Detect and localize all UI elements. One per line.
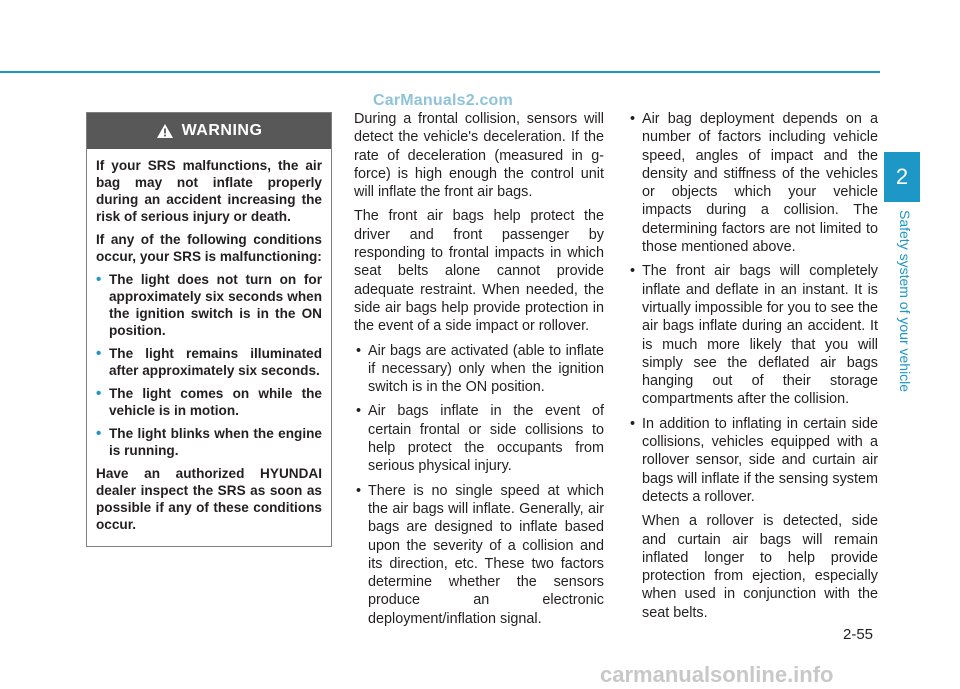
body-list [354,342,604,628]
chapter-number: 2 [895,164,909,189]
list-item: • Air bags inflate in the event of certain frontal or side collisions to help protect the occupants from serious physical injury. [356,403,604,475]
chapter-label: Safety system of your vehicle [897,210,913,393]
bullet-icon: • [96,345,102,362]
bullet-icon: • [96,425,102,442]
bullet-icon: • [96,385,102,402]
list-item: • Air bag deployment depends on a number of factors including vehicle speed, angles of impact and the density and stiffness of the vehicles or objects which your vehicle impacts during a collision. The determining factors are not limited to those mentioned above. [630,111,878,256]
watermark-bottom: carmanualsonline.info [600,662,834,687]
list-item: • In addition to inflating in certain side collisions, vehicles equipped with a rollover sensor, side and curtain air bags will inflate if the sensing system detects a rollover. [630,415,878,505]
bullet-icon: • [630,111,636,127]
warning-body [87,149,331,533]
warning-triangle-icon [156,123,174,139]
list-item: • There is no single speed at which the air bags will inflate. Generally, air bags are designed to inflate based upon the severity of a collision and its direction, etc. These two factors determine whether the sensors produce an electronic deployment/inflation signal. [356,482,604,627]
list-item: • The light does not turn on for approximately six seconds when the ignition switch is in the ON position. [96,271,322,338]
list-item: • Air bags are activated (able to inflate if necessary) only when the ignition switch is in the ON position. [356,342,604,396]
watermark-top: CarManuals2.com [373,92,513,109]
warning-box [86,112,332,547]
warning-paragraph: If any of the following conditions occur, your SRS is malfunctioning: [96,232,322,264]
bullet-icon: • [356,342,362,359]
warning-title: WARNING [181,122,263,139]
chapter-tab [884,152,920,202]
bullet-icon: • [630,263,636,280]
body-paragraph: During a frontal collision, sensors will detect the vehicle's deceleration. If the rate of deceleration (measured in g-force) is high enough the control unit will inflate the front air bags. [354,111,604,201]
warning-paragraph: Have an authorized HYUNDAI dealer inspect the SRS as soon as possible if any of these conditions occur. [96,466,322,532]
warning-list [96,271,322,459]
header-rule [0,71,880,73]
page-number: 2-55 [843,626,874,643]
right-column [628,110,878,628]
bullet-icon: • [630,415,636,432]
body-list [628,110,878,506]
bullet-icon: • [96,271,102,288]
warning-header [87,113,331,149]
warning-paragraph: If your SRS malfunctions, the air bag may not inflate properly during an accident increasing the risk of serious injury or death. [96,158,322,224]
body-paragraph: The front air bags help protect the driver and front passenger by responding to frontal impacts in which seat belts alone cannot provide adequate restraint. When needed, the side air bags help provide protection in the event of a side impact or rollover. [354,208,604,335]
bullet-icon: • [356,482,362,499]
continuation-paragraph: When a rollover is detected, side and curtain air bags will remain inflated longer to help provide protection from ejection, especially when used in conjunction with the seat belts. [642,513,878,621]
middle-column [354,110,604,634]
list-item: • The front air bags will completely inflate and deflate in an instant. It is virtually impossible for you to see the air bags inflate during an accident. It is much more likely that you will simply see the deflated air bags hanging out of their storage compartments after the collision. [630,263,878,408]
list-item: • The light blinks when the engine is running. [96,425,322,458]
list-item: • The light remains illuminated after approximately six seconds. [96,345,322,378]
list-item: • The light comes on while the vehicle is in motion. [96,385,322,418]
bullet-icon: • [356,403,362,420]
